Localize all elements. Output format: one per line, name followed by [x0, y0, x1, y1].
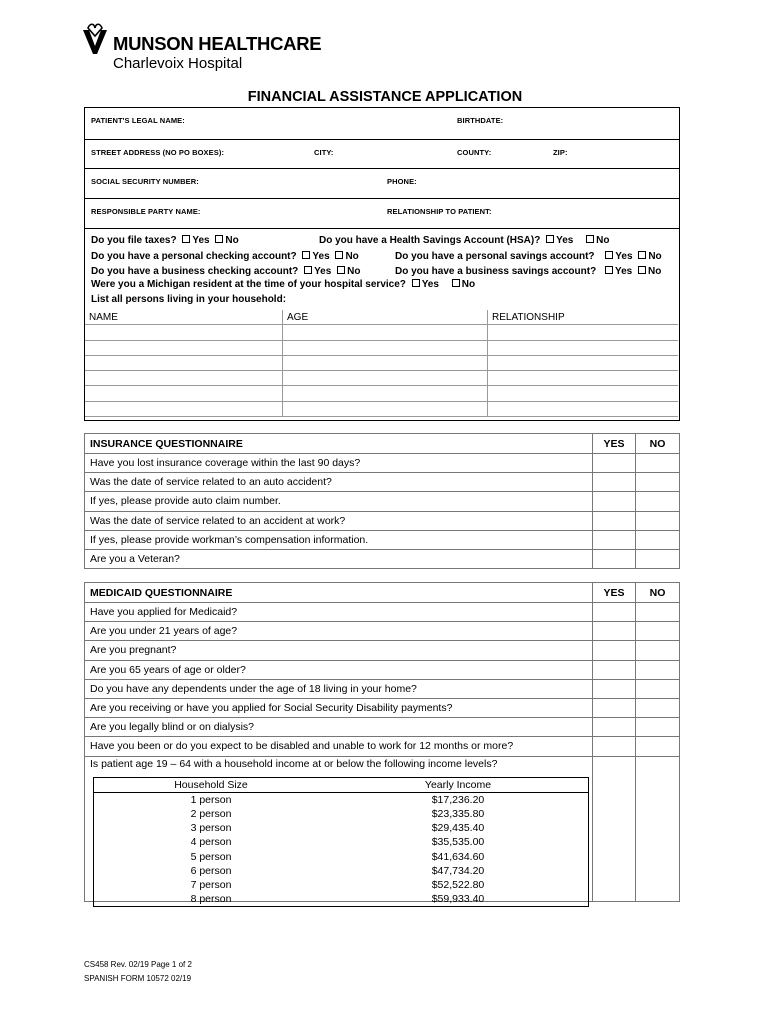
- yes-cell[interactable]: [593, 756, 636, 901]
- medicaid-question: Are you receiving or have you applied for Social Security Disability payments?: [85, 698, 593, 717]
- income-row: [94, 878, 589, 892]
- household-size: 4 person: [94, 835, 329, 849]
- yearly-income: $23,335.80: [328, 807, 589, 821]
- household-name-cell[interactable]: [85, 386, 283, 401]
- personal-checking-yes-checkbox[interactable]: [302, 251, 310, 259]
- insurance-header-row: [85, 434, 680, 454]
- yes-label: Yes: [421, 279, 439, 290]
- household-row: [85, 325, 678, 340]
- medicaid-question: Are you under 21 years of age?: [85, 622, 593, 641]
- responsible-row: [85, 198, 679, 229]
- yes-cell[interactable]: [593, 641, 636, 660]
- insurance-question: If yes, please provide auto claim number.: [85, 492, 593, 511]
- yearly-income: $59,933.40: [328, 892, 589, 907]
- yearly-income: $17,236.20: [328, 793, 589, 808]
- household-size: 1 person: [94, 793, 329, 808]
- household-list-label: List all persons living in your household:: [91, 294, 287, 305]
- yes-cell[interactable]: [593, 454, 636, 473]
- business-savings-question: [395, 266, 661, 277]
- county-label: COUNTY:: [457, 148, 492, 157]
- household-row: [85, 355, 678, 370]
- household-relationship-cell[interactable]: [488, 325, 679, 340]
- no-label: No: [647, 266, 662, 277]
- yes-cell[interactable]: [593, 492, 636, 511]
- medicaid-question: Have you applied for Medicaid?: [85, 603, 593, 622]
- yes-cell[interactable]: [593, 511, 636, 530]
- footer-form-number: CS458 Rev. 02/19 Page 1 of 2: [84, 960, 192, 969]
- yearly-income: $35,535.00: [328, 835, 589, 849]
- insurance-question: Have you lost insurance coverage within the last 90 days?: [85, 454, 593, 473]
- household-age-cell[interactable]: [283, 355, 488, 370]
- insurance-yes-header: YES: [593, 434, 636, 454]
- no-cell[interactable]: [636, 718, 680, 737]
- household-relationship-cell[interactable]: [488, 355, 679, 370]
- insurance-row: [85, 511, 680, 530]
- medicaid-no-header: NO: [636, 583, 680, 603]
- income-row: [94, 821, 589, 835]
- medicaid-row: [85, 698, 680, 717]
- yearly-income: $47,734.20: [328, 864, 589, 878]
- income-header-row: [94, 778, 589, 793]
- file-taxes-question: [91, 235, 239, 246]
- org-name: MUNSON HEALTHCARE: [113, 33, 322, 54]
- yearly-income: $41,634.60: [328, 849, 589, 863]
- no-label: No: [648, 251, 662, 262]
- personal-savings-no-checkbox[interactable]: [638, 251, 646, 259]
- household-age-cell[interactable]: [283, 325, 488, 340]
- medicaid-header-row: [85, 583, 680, 603]
- yes-label: Yes: [614, 266, 633, 277]
- household-size-header: Household Size: [94, 778, 329, 793]
- no-cell[interactable]: [636, 530, 680, 549]
- insurance-row: [85, 549, 680, 568]
- business-savings-yes-checkbox[interactable]: [605, 266, 613, 274]
- yes-cell[interactable]: [593, 698, 636, 717]
- medicaid-yes-header: YES: [593, 583, 636, 603]
- insurance-row: [85, 454, 680, 473]
- yes-cell[interactable]: [593, 549, 636, 568]
- personal-checking-question: [91, 251, 359, 262]
- household-name-cell[interactable]: [85, 371, 283, 386]
- income-row: [94, 864, 589, 878]
- insurance-title: INSURANCE QUESTIONNAIRE: [85, 434, 593, 454]
- street-label: STREET ADDRESS (NO PO BOXES):: [91, 148, 225, 157]
- no-label: No: [345, 251, 359, 262]
- yes-cell[interactable]: [593, 660, 636, 679]
- household-relationship-cell[interactable]: [488, 401, 679, 416]
- personal-savings-question: [395, 251, 662, 262]
- insurance-row: [85, 473, 680, 492]
- household-size: 7 person: [94, 878, 329, 892]
- yes-cell[interactable]: [593, 737, 636, 756]
- medicaid-question: Have you been or do you expect to be disabled and unable to work for 12 months or more?: [85, 737, 593, 756]
- household-col-age: AGE: [283, 310, 488, 325]
- household-size: 2 person: [94, 807, 329, 821]
- household-name-cell[interactable]: [85, 355, 283, 370]
- household-row: [85, 401, 678, 416]
- ssn-row: [85, 168, 679, 199]
- household-size: 3 person: [94, 821, 329, 835]
- business-checking-label: Do you have a business checking account?: [91, 266, 299, 277]
- no-cell[interactable]: [636, 549, 680, 568]
- no-cell[interactable]: [636, 641, 680, 660]
- income-question: Is patient age 19 – 64 with a household income at or below the following income levels?: [90, 757, 498, 770]
- yearly-income: $29,435.40: [328, 821, 589, 835]
- insurance-row: [85, 530, 680, 549]
- household-table: [85, 310, 678, 417]
- household-age-cell[interactable]: [283, 401, 488, 416]
- business-checking-no-checkbox[interactable]: [337, 266, 345, 274]
- no-cell[interactable]: [636, 473, 680, 492]
- michigan-label: Were you a Michigan resident at the time of your hospital service?: [91, 279, 406, 290]
- no-cell[interactable]: [636, 756, 680, 901]
- business-savings-label: Do you have a business savings account?: [395, 266, 597, 277]
- relationship-label: RELATIONSHIP TO PATIENT:: [387, 207, 492, 216]
- income-row: [94, 835, 589, 849]
- household-row: [85, 340, 678, 355]
- personal-savings-label: Do you have a personal savings account?: [395, 251, 595, 262]
- no-label: No: [461, 279, 476, 290]
- household-row: [85, 386, 678, 401]
- household-age-cell[interactable]: [283, 371, 488, 386]
- business-checking-yes-checkbox[interactable]: [304, 266, 312, 274]
- medicaid-row: [85, 679, 680, 698]
- insurance-row: [85, 492, 680, 511]
- income-table: [93, 777, 589, 907]
- medicaid-question: Are you 65 years of age or older?: [85, 660, 593, 679]
- household-col-name: NAME: [85, 310, 283, 325]
- household-col-relationship: RELATIONSHIP: [488, 310, 679, 325]
- no-cell[interactable]: [636, 511, 680, 530]
- no-cell[interactable]: [636, 660, 680, 679]
- file-taxes-label: Do you file taxes?: [91, 235, 177, 246]
- yes-label: Yes: [312, 251, 330, 262]
- no-cell[interactable]: [636, 622, 680, 641]
- insurance-question: If yes, please provide workman’s compensation information.: [85, 530, 593, 549]
- insurance-no-header: NO: [636, 434, 680, 454]
- income-row: [94, 849, 589, 863]
- medicaid-question: Are you pregnant?: [85, 641, 593, 660]
- yes-cell[interactable]: [593, 603, 636, 622]
- insurance-question: Was the date of service related to an accident at work?: [85, 511, 593, 530]
- yes-label: Yes: [192, 235, 210, 246]
- no-cell[interactable]: [636, 679, 680, 698]
- no-cell[interactable]: [636, 454, 680, 473]
- file-taxes-no-checkbox[interactable]: [215, 235, 223, 243]
- yearly-income-header: Yearly Income: [328, 778, 589, 793]
- personal-savings-yes-checkbox[interactable]: [605, 251, 613, 259]
- footer-spanish-form: SPANISH FORM 10572 02/19: [84, 974, 192, 983]
- yearly-income: $52,522.80: [328, 878, 589, 892]
- yes-cell[interactable]: [593, 530, 636, 549]
- household-size: 8 person: [94, 892, 329, 907]
- file-taxes-yes-checkbox[interactable]: [182, 235, 190, 243]
- no-cell[interactable]: [636, 603, 680, 622]
- zip-label: ZIP:: [553, 148, 568, 157]
- yes-label: Yes: [556, 235, 574, 246]
- medicaid-row: [85, 622, 680, 641]
- legal-name-label: PATIENT'S LEGAL NAME:: [91, 116, 185, 125]
- insurance-question: Was the date of service related to an auto accident?: [85, 473, 593, 492]
- income-row: [94, 807, 589, 821]
- medicaid-title: MEDICAID QUESTIONNAIRE: [85, 583, 593, 603]
- insurance-question: Are you a Veteran?: [85, 549, 593, 568]
- business-savings-no-checkbox[interactable]: [638, 266, 646, 274]
- address-row: [85, 139, 679, 169]
- medicaid-question: Do you have any dependents under the age of 18 living in your home?: [85, 679, 593, 698]
- medicaid-row: [85, 737, 680, 756]
- medicaid-row: [85, 641, 680, 660]
- yes-label: Yes: [314, 266, 332, 277]
- no-cell[interactable]: [636, 737, 680, 756]
- household-name-cell[interactable]: [85, 325, 283, 340]
- yes-cell[interactable]: [593, 473, 636, 492]
- patient-info-box: [84, 107, 680, 421]
- yes-label: Yes: [615, 251, 633, 262]
- insurance-table: [84, 433, 680, 569]
- household-name-cell[interactable]: [85, 401, 283, 416]
- yes-cell[interactable]: [593, 718, 636, 737]
- no-label: No: [596, 235, 610, 246]
- phone-label: PHONE:: [387, 177, 417, 186]
- no-cell[interactable]: [636, 698, 680, 717]
- responsible-label: RESPONSIBLE PARTY NAME:: [91, 207, 201, 216]
- business-checking-question: [91, 266, 360, 277]
- no-cell[interactable]: [636, 492, 680, 511]
- medicaid-question: Are you legally blind or on dialysis?: [85, 718, 593, 737]
- household-relationship-cell[interactable]: [488, 371, 679, 386]
- michigan-yes-checkbox[interactable]: [412, 279, 420, 287]
- household-relationship-cell[interactable]: [488, 340, 679, 355]
- form-title: FINANCIAL ASSISTANCE APPLICATION: [247, 89, 523, 105]
- income-row: [94, 892, 589, 907]
- income-row: [94, 793, 589, 808]
- household-name-cell[interactable]: [85, 340, 283, 355]
- household-age-cell[interactable]: [283, 386, 488, 401]
- medicaid-row: [85, 718, 680, 737]
- household-relationship-cell[interactable]: [488, 386, 679, 401]
- household-age-cell[interactable]: [283, 340, 488, 355]
- household-header-row: [85, 310, 678, 325]
- hsa-question: [319, 235, 610, 246]
- city-label: CITY:: [314, 148, 334, 157]
- personal-checking-label: Do you have a personal checking account?: [91, 251, 297, 262]
- hsa-yes-checkbox[interactable]: [546, 235, 554, 243]
- munson-logo-icon: [80, 22, 110, 56]
- household-row: [85, 371, 678, 386]
- birthdate-label: BIRTHDATE:: [457, 116, 504, 125]
- household-size: 6 person: [94, 864, 329, 878]
- michigan-question: [91, 279, 475, 290]
- no-label: No: [347, 266, 361, 277]
- name-row: [85, 108, 679, 140]
- yes-cell[interactable]: [593, 622, 636, 641]
- personal-checking-no-checkbox[interactable]: [335, 251, 343, 259]
- medicaid-row: [85, 603, 680, 622]
- hsa-label: Do you have a Health Savings Account (HSA)?: [319, 235, 541, 246]
- ssn-label: SOCIAL SECURITY NUMBER:: [91, 177, 199, 186]
- no-label: No: [225, 235, 239, 246]
- hospital-name: Charlevoix Hospital: [113, 55, 243, 72]
- medicaid-row: [85, 660, 680, 679]
- hsa-no-checkbox[interactable]: [586, 235, 594, 243]
- yes-cell[interactable]: [593, 679, 636, 698]
- household-size: 5 person: [94, 849, 329, 863]
- michigan-no-checkbox[interactable]: [452, 279, 460, 287]
